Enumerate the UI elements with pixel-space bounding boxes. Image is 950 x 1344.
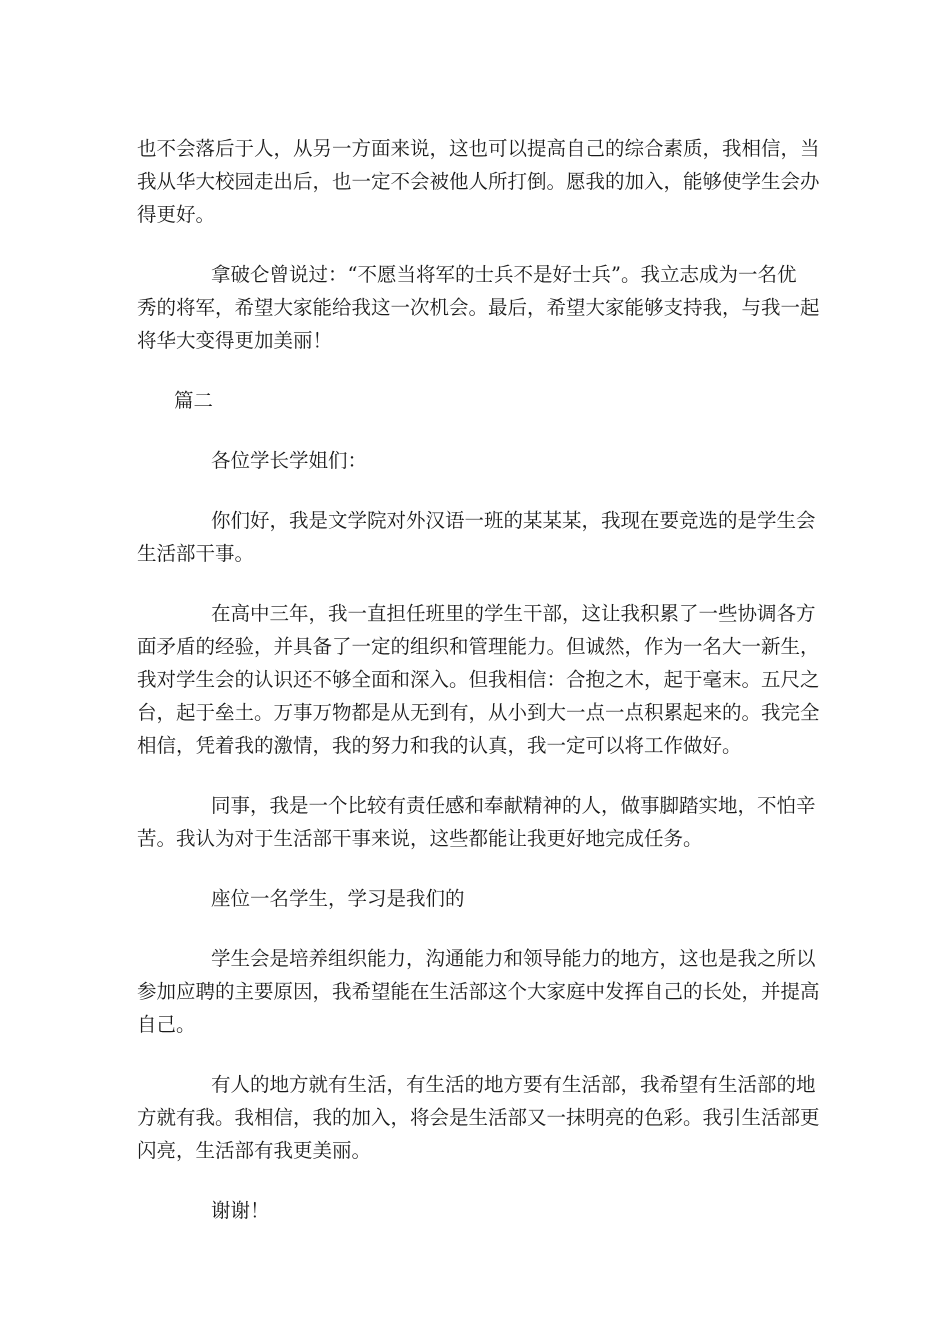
paragraph-experience: [137, 597, 820, 762]
text-line: 有人的地方就有生活，有生活的地方要有生活部，我希望有生活部的地: [211, 1073, 816, 1096]
paragraph-student-study: [137, 882, 817, 915]
text-line: 座位一名学生，学习是我们的: [211, 887, 465, 910]
paragraph-responsibility: [137, 789, 817, 855]
closing-thanks: 谢谢！: [211, 1199, 270, 1222]
text-line: 闪亮，生活部有我更美丽。: [137, 1139, 372, 1162]
document-page: [137, 132, 820, 1254]
paragraph-life-department: [137, 1068, 820, 1167]
paragraph-student-union: [137, 942, 820, 1041]
section-heading: 篇二: [174, 389, 214, 412]
text-line: 面矛盾的经验，并具备了一定的组织和管理能力。但诚然，作为一名大一新生，: [137, 635, 820, 658]
text-line: 参加应聘的主要原因，我希望能在生活部这个大家庭中发挥自己的长处，并提高: [137, 980, 820, 1003]
paragraph-continuation: [137, 132, 820, 231]
text-line: 在高中三年，我一直担任班里的学生干部，这让我积累了一些协调各方: [211, 602, 816, 625]
text-line: 苦。我认为对于生活部干事来说，这些都能让我更好地完成任务。: [137, 827, 703, 850]
text-line: 也不会落后于人，从另一方面来说，这也可以提高自己的综合素质，我相信，当: [137, 137, 820, 160]
paragraph-napoleon-quote: [137, 258, 820, 357]
text-line: 得更好。: [137, 203, 216, 226]
text-line: 秀的将军，希望大家能给我这一次机会。最后，希望大家能够支持我，与我一起: [137, 296, 820, 319]
text-line: 台，起于垒土。万事万物都是从无到有，从小到大一点一点积累起来的。我完全: [137, 701, 820, 724]
text-line: 学生会是培养组织能力，沟通能力和领导能力的地方，这也是我之所以: [211, 947, 816, 970]
text-line: 同事，我是一个比较有责任感和奉献精神的人，做事脚踏实地，不怕辛: [211, 794, 816, 817]
paragraph-introduction: [137, 504, 817, 570]
text-line: 我对学生会的认识还不够全面和深入。但我相信：合抱之木，起于毫末。五尺之: [137, 668, 820, 691]
text-line: 自己。: [137, 1013, 196, 1036]
text-line: 我从华大校园走出后，也一定不会被他人所打倒。愿我的加入，能够使学生会办: [137, 170, 820, 193]
text-line: 将华大变得更加美丽！: [137, 329, 333, 352]
text-line: 拿破仑曾说过：“不愿当将军的士兵不是好士兵”。我立志成为一名优: [211, 263, 797, 286]
text-line: 你们好，我是文学院对外汉语一班的某某某，我现在要竞选的是学生会: [211, 509, 816, 532]
text-line: 相信，凭着我的激情，我的努力和我的认真，我一定可以将工作做好。: [137, 734, 742, 757]
text-line: 生活部干事。: [137, 542, 255, 565]
text-line: 方就有我。我相信，我的加入，将会是生活部又一抹明亮的色彩。我引生活部更: [137, 1106, 820, 1129]
greeting: 各位学长学姐们：: [211, 449, 368, 472]
